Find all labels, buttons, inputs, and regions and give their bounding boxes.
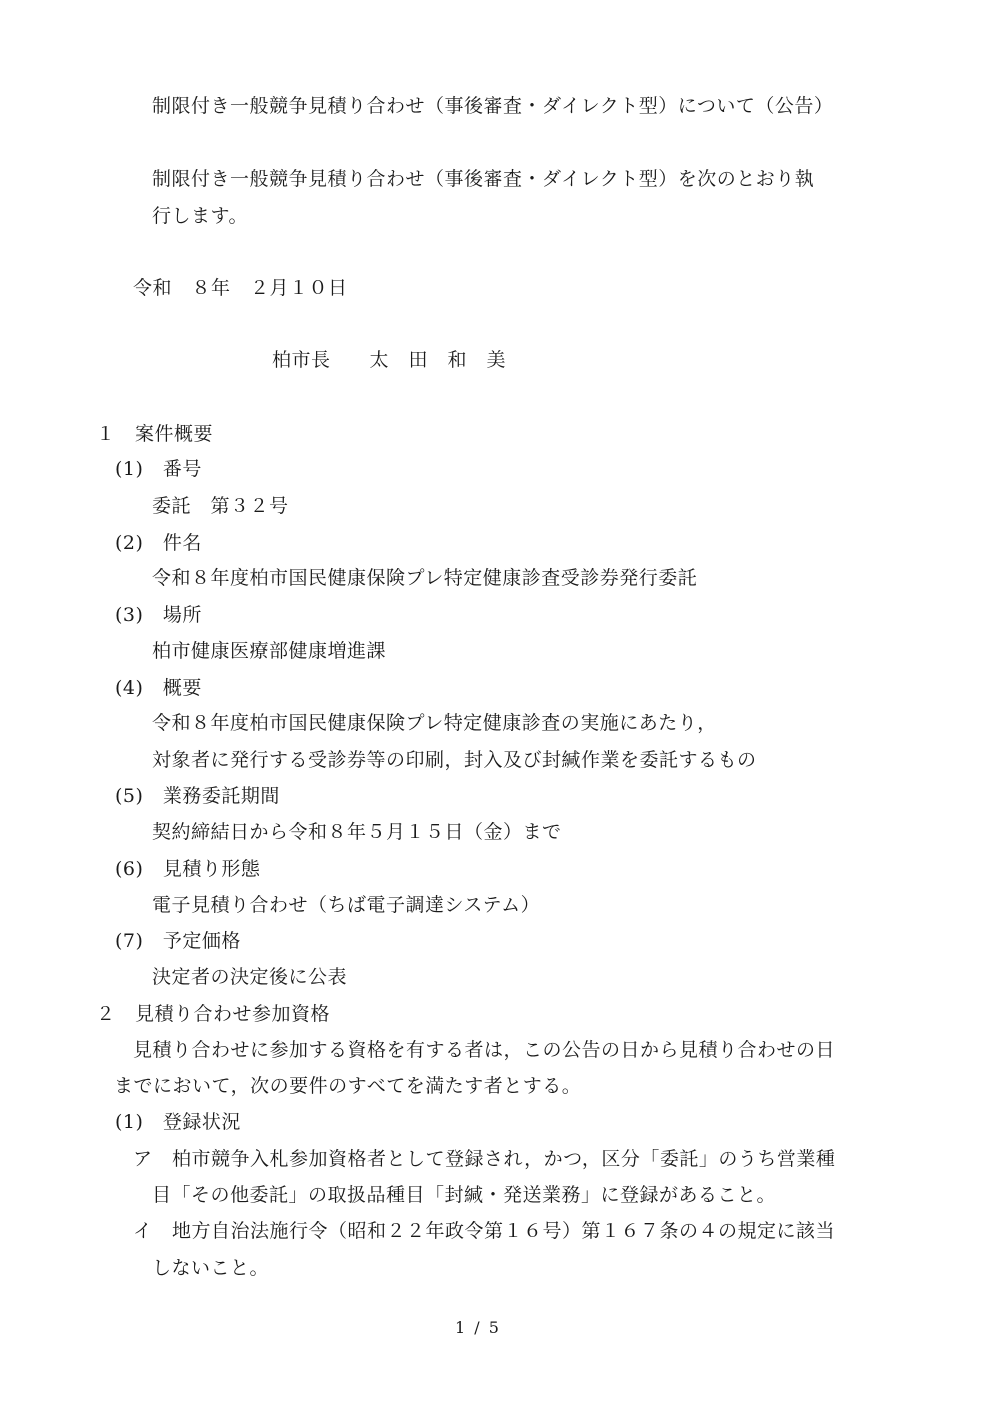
item-5-value: 契約締結日から令和８年５月１５日（金）まで	[152, 821, 562, 843]
item-4-value-line-1: 令和８年度柏市国民健康保険プレ特定健康診査の実施にあたり，	[152, 712, 717, 734]
announcement-date: 令和 ８年 ２月１０日	[133, 277, 348, 299]
item-2-label: (2) 件名	[115, 532, 202, 554]
intro-text-line-1: 制限付き一般競争見積り合わせ（事後審査・ダイレクト型）を次のとおり執	[152, 168, 815, 190]
item-4-label: (4) 概要	[115, 677, 202, 699]
section-1-heading: １ 案件概要	[96, 423, 214, 445]
requirement-b-line-1: イ 地方自治法施行令（昭和２２年政令第１６号）第１６７条の４の規定に該当	[133, 1220, 836, 1242]
intro-text-line-2: 行します。	[152, 205, 248, 227]
item-2-value: 令和８年度柏市国民健康保険プレ特定健康診査受診券発行委託	[152, 567, 698, 589]
requirement-b-line-2: しないこと。	[152, 1257, 270, 1279]
sub-1-label: (1) 登録状況	[115, 1111, 241, 1133]
section-2-paragraph-line-1: 見積り合わせに参加する資格を有する者は，この公告の日から見積り合わせの日	[133, 1039, 836, 1061]
item-6-label: (6) 見積り形態	[115, 858, 261, 880]
item-6-value: 電子見積り合わせ（ちば電子調達システム）	[152, 894, 541, 916]
item-1-label: (1) 番号	[115, 458, 202, 480]
item-1-value: 委託 第３２号	[152, 495, 289, 517]
requirement-a-line-2: 目「その他委託」の取扱品種目「封緘・発送業務」に登録があること。	[152, 1184, 777, 1206]
item-5-label: (5) 業務委託期間	[115, 785, 280, 807]
requirement-a-line-1: ア 柏市競争入札参加資格者として登録され，かつ，区分「委託」のうち営業種	[133, 1148, 836, 1170]
document-title: 制限付き一般競争見積り合わせ（事後審査・ダイレクト型）について（公告）	[152, 95, 834, 117]
section-2-paragraph-line-2: までにおいて，次の要件のすべてを満たす者とする。	[114, 1075, 582, 1097]
item-3-label: (3) 場所	[115, 604, 202, 626]
item-4-value-line-2: 対象者に発行する受診券等の印刷，封入及び封緘作業を委託するもの	[152, 749, 757, 771]
issuer-name: 柏市長 太 田 和 美	[272, 349, 507, 371]
page-number: 1 / 5	[455, 1318, 501, 1337]
item-3-value: 柏市健康医療部健康増進課	[152, 640, 387, 662]
item-7-label: (7) 予定価格	[115, 930, 241, 952]
section-2-heading: ２ 見積り合わせ参加資格	[96, 1003, 331, 1025]
item-7-value: 決定者の決定後に公表	[152, 966, 348, 988]
